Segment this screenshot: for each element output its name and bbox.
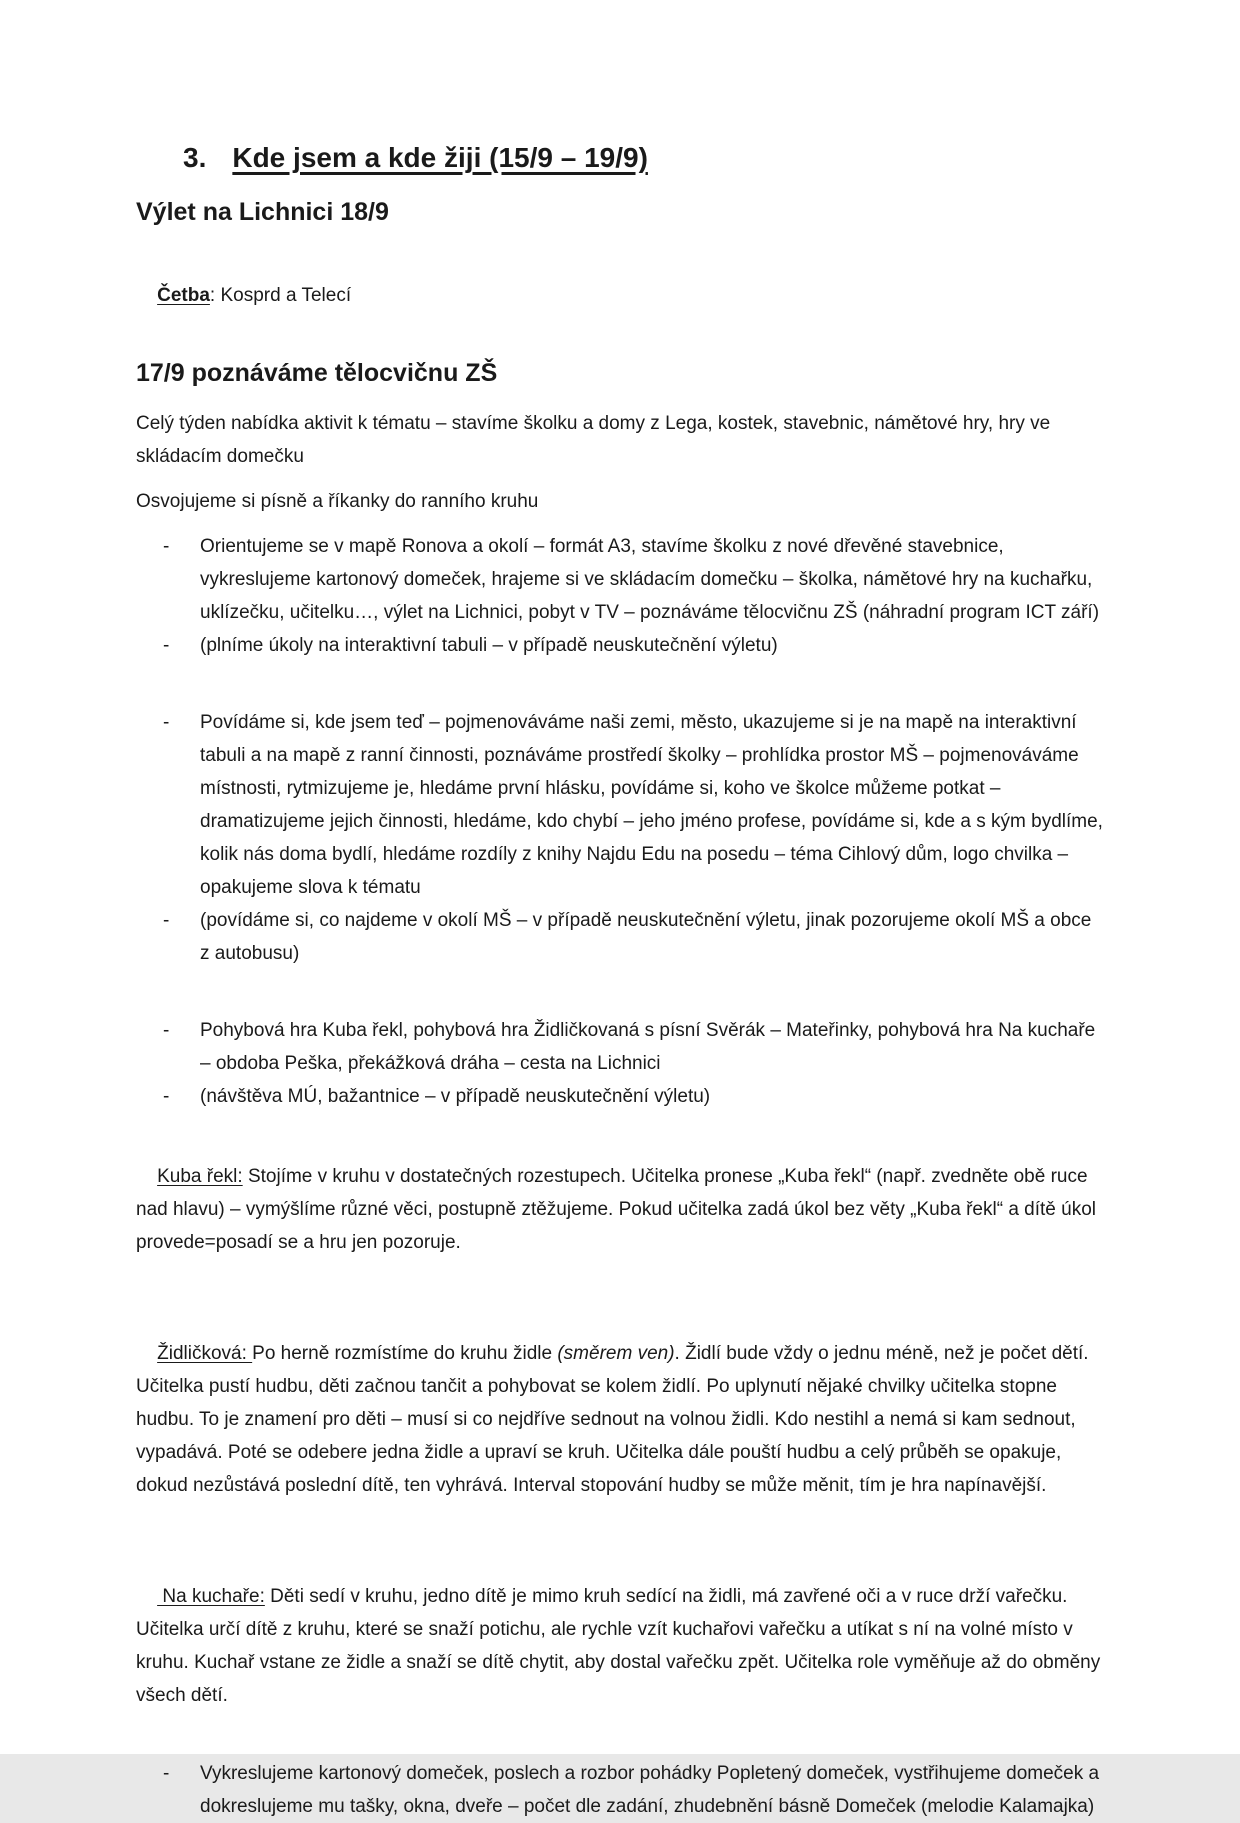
reading-label: Četba xyxy=(157,285,210,306)
list-item: - (návštěva MÚ, bažantnice – v případě neuskutečnění výletu) xyxy=(163,1080,1106,1113)
activity-list-group-2 xyxy=(136,706,1109,970)
game-zidlickova-label: Židličková: xyxy=(157,1343,253,1364)
activity-list-group-3 xyxy=(136,1014,1106,1113)
game-zidlickova-text-after: . Židlí bude vždy o jednu méně, než je počet dětí. Učitelka pustí hudbu, děti začnou tančit a pohybovat se kolem židlí. Po uplynutí nějaké chvilky učitelka stopne hudbu. To je znamení pro děti – musí si co nejdříve sednout na volnou židli. Kdo nestihl a nemá si kam sednout, vypadává. Poté se odebere jedna židle a upraví se kruh. Učitelka dále pouští hudbu a celý průběh se opakuje, dokud nezůstává poslední dítě, ten vyhrává. Interval stopování hudby se může měnit, tím je hra napínavější. xyxy=(136,1343,1094,1496)
list-item: - (povídáme si, co najdeme v okolí MŠ – v případě neuskutečnění výletu, jinak pozorujeme okolí MŠ a obce z autobusu) xyxy=(163,904,1106,970)
game-kuba-label: Kuba řekl: xyxy=(157,1166,243,1187)
list-item: - Orientujeme se v mapě Ronova a okolí – formát A3, stavíme školku z nové dřevěné stavebnice, vykreslujeme kartonový domeček, hrajeme si ve skládacím domečku – školka, námětové hry na kuchařku, uklízečku, učitelku…, výlet na Lichnici, pobyt v TV – poznáváme tělocvičnu ZŠ (náhradní program ICT září) xyxy=(163,530,1106,629)
reading-line xyxy=(136,246,1106,345)
paragraph-songs: Osvojujeme si písně a říkanky do ranního kruhu xyxy=(136,491,539,512)
game-kuba-text: Stojíme v kruhu v dostatečných rozestupech. Učitelka pronese „Kuba řekl“ (např. zvedněte obě ruce nad hlavu) – vymýšlíme různé věci, postupně ztěžujeme. Pokud učitelka zadá úkol bez věty „Kuba řekl“ a dítě úkol provede=posadí se a hru jen pozoruje. xyxy=(136,1166,1102,1253)
game-rules-kuba-rekl xyxy=(136,1127,1106,1292)
heading-number: 3. xyxy=(183,142,207,173)
list-item: - (plníme úkoly na interaktivní tabuli – v případě neuskutečnění výletu) xyxy=(163,629,1106,662)
main-heading xyxy=(136,140,1106,176)
game-zidlickova-text-italic: (směrem ven) xyxy=(557,1343,675,1364)
paragraph-week-activities: Celý týden nabídka aktivit k tématu – stavíme školku a domy z Lega, kostek, stavebnic, námětové hry, hry ve skládacím domečku xyxy=(136,413,1056,467)
list-item: - Vykreslujeme kartonový domeček, poslech a rozbor pohádky Popletený domeček, vystřihujeme domeček a dokreslujeme mu tašky, okna, dveře – počet dle zadání, zhudebnění básně Domeček (melodie Kalamajka) xyxy=(163,1757,1106,1823)
activity-list-group-4 xyxy=(136,1757,1106,1823)
game-kuchar-text: Děti sedí v kruhu, jedno dítě je mimo kruh sedící na židli, má zavřené oči a v ruce drží vařečku. Učitelka určí dítě z kruhu, které se snaží potichu, ale rychle vzít kuchařovi vařečku a utíkat s ní na volné místo v kruhu. Kuchař vstane ze židle a snaží se dítě chytit, aby dostal vařečku zpět. Učitelka role vyměňuje až do obměny všech dětí. xyxy=(136,1586,1106,1706)
list-item: - Povídáme si, kde jsem teď – pojmenováváme naši zemi, město, ukazujeme si je na mapě na interaktivní tabuli a na mapě z ranní činnosti, poznáváme prostředí školky – prohlídka prostor MŠ – pojmenováváme místnosti, rytmizujeme je, hledáme první hlásku, povídáme si, koho ve školce můžeme potkat – dramatizujeme jejich činnosti, hledáme, kdo chybí – jeho jméno profese, povídáme si, kde a s kým bydlíme, kolik nás doma bydlí, hledáme rozdíly z knihy Najdu Edu na posedu – téma Cihlový dům, logo chvilka – opakujeme slova k tématu xyxy=(163,706,1106,904)
game-rules-na-kuchare xyxy=(136,1547,1106,1745)
heading-title: Kde jsem a kde žiji (15/9 – 19/9) xyxy=(232,142,648,173)
reading-text: : Kosprd a Telecí xyxy=(209,285,352,306)
list-item: - Pohybová hra Kuba řekl, pohybová hra Židličkovaná s písní Svěrák – Mateřinky, pohybová hra Na kuchaře – obdoba Peška, překážková dráha – cesta na Lichnici xyxy=(163,1014,1106,1080)
game-rules-zidlickova xyxy=(136,1304,1106,1535)
trip-subheading: Výlet na Lichnici 18/9 xyxy=(136,198,389,226)
game-zidlickova-text-before: Po herně rozmístíme do kruhu židle xyxy=(252,1343,558,1364)
day-section-heading: 17/9 poznáváme tělocvičnu ZŠ xyxy=(136,359,498,387)
game-kuchar-label: Na kuchaře: xyxy=(157,1586,265,1607)
activity-list-group-1 xyxy=(136,530,1106,662)
